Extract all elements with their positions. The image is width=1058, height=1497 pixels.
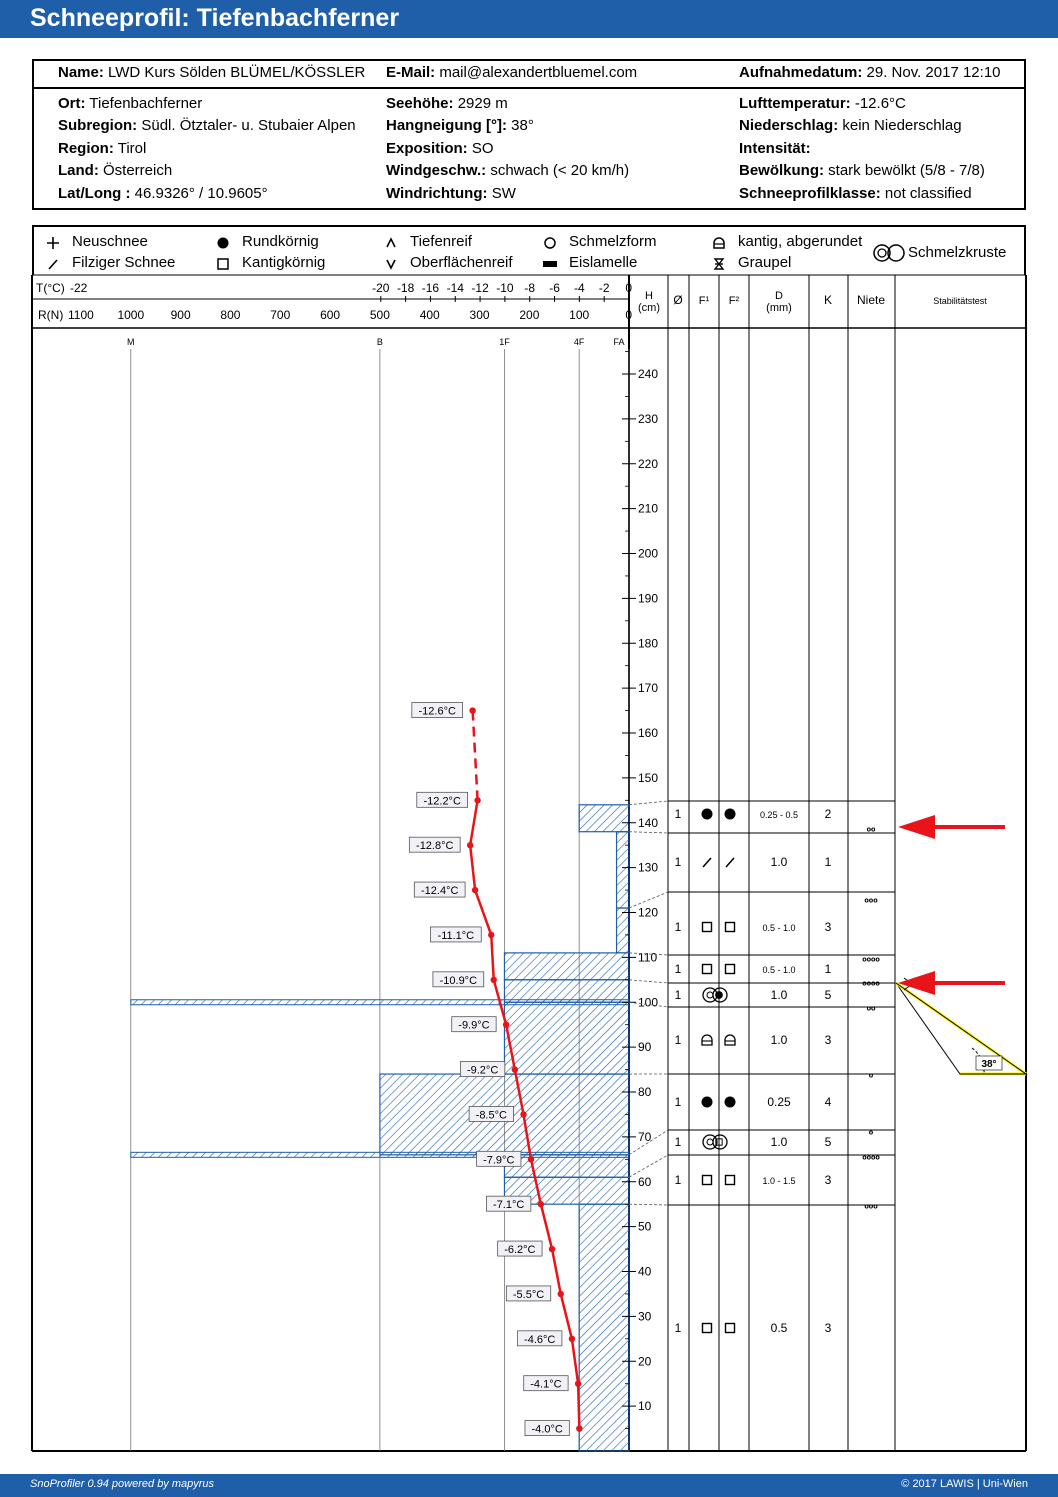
niete-marker: º [868,1128,874,1142]
hardness-layer-bar [579,805,629,832]
layer-o-value: 1 [674,1095,682,1109]
layer-k-value: 5 [824,988,832,1002]
square-shape [703,923,712,932]
temp-tick-label: -22 [70,281,88,295]
hardness-layer-bar [579,1204,629,1451]
legend-item-schmelzkruste: Schmelzkruste [908,244,1007,261]
email-field: E-Mail: mail@alexandertbluemel.com [386,64,638,81]
hand-hardness-label: 1F [499,337,510,347]
temperature-label: -4.6°C [524,1333,556,1346]
height-tick-label: 90 [638,1040,652,1055]
rounded-faceted-icon [712,236,726,250]
slash-shape [703,858,711,867]
legend-item-graupel: Graupel [738,254,792,271]
col-header-niete: Niete [856,293,886,307]
filled-circle-icon [725,809,736,820]
resistance-axis-label: R(N) [38,308,64,322]
col-header-o: Ø [673,293,683,307]
layer-o-value: 1 [674,920,682,934]
layer-d-value: 0.5 - 1.0 [762,923,796,933]
info-divider [34,87,1024,89]
temp-tick-label: -14 [446,281,464,295]
resistance-tick-label: 0 [625,308,632,322]
resistance-tick-label: 1000 [117,308,145,322]
layer-o-value: 1 [674,988,682,1002]
windgeschw-field: Windgeschw.: schwach (< 20 km/h) [386,162,630,179]
square-shape [726,923,735,932]
square-icon [703,1176,712,1185]
col-header-stab: Stabilitätstest [933,296,987,306]
height-tick-label: 150 [638,770,659,785]
crust-ring-b [713,1135,727,1149]
col-header-f2: F² [728,295,740,307]
temperature-point [467,842,473,848]
legend-item-kantig-abgerundet: kantig, abgerundet [738,233,863,250]
temperature-point [528,1156,534,1162]
profile-info-box [32,59,1026,210]
crust-inner [707,992,713,998]
temperature-label: -12.8°C [416,840,454,853]
layer-o-value: 1 [674,1135,682,1149]
temp-tick-label: -2 [598,281,610,295]
height-tick-label: 140 [638,815,659,830]
height-tick-label: 230 [638,411,659,426]
niete-marker: ºº [866,825,876,839]
hand-hardness-label: B [376,337,383,347]
grain-legend [32,225,1026,275]
height-tick-label: 130 [638,860,659,875]
height-tick-label: 180 [638,636,659,651]
filled-circle-shape [725,809,736,820]
temperature-point [520,1111,526,1117]
slope-edges [896,983,1026,1074]
crust-inner [707,1139,713,1145]
height-tick-label: 120 [638,905,659,920]
temp-tick-label: 0 [625,281,632,295]
col-header-d: D [775,290,783,302]
intensitaet-field: Intensität: [739,140,811,157]
caret-down-icon [384,257,398,271]
resistance-tick-label: 1100 [68,308,94,322]
temp-tick-label: -6 [549,281,560,295]
ice-lamella-bar [131,1152,629,1157]
slash-icon [46,257,60,271]
hardness-layer-bar [504,1002,629,1074]
temperature-point [576,1425,582,1431]
square-icon [703,1324,712,1333]
footer-credit: SnoProfiler 0.94 powered by mapyrus [30,1478,215,1490]
land-field: Land: Österreich [58,162,173,179]
resistance-tick-label: 600 [320,308,341,322]
exposition-field: Exposition: SO [386,140,494,157]
col-header-d-unit: (mm) [766,302,792,314]
temperature-label: -11.1°C [437,929,475,942]
niete-marker: ººº [864,896,878,910]
layer-k-value: 3 [824,1321,832,1335]
subregion-field: Subregion: Südl. Ötztaler- u. Stubaier Alpen [58,117,356,134]
hand-hardness-label: FA [613,337,625,347]
legend-item-neuschnee: Neuschnee [72,233,148,250]
layer-k-value: 4 [824,1095,832,1109]
rounded-faceted-icon [725,1035,735,1045]
temperature-label: -12.2°C [423,795,461,808]
hand-hardness-label: M [127,337,135,347]
temperature-point [474,797,480,803]
layer-connector [629,801,668,805]
layer-k-value: 2 [824,807,832,821]
temperature-label: -12.4°C [421,885,459,898]
slash-icon [726,858,734,867]
niete-marker: ºººº [862,979,880,993]
footer-bar [0,1474,1058,1497]
faceted-shape [725,1035,735,1045]
layer-d-value: 1.0 - 1.5 [762,1176,796,1186]
resistance-tick-label: 300 [469,308,490,322]
temp-tick-label: -10 [496,281,514,295]
layer-o-value: 1 [674,807,682,821]
layer-k-value: 1 [824,962,832,976]
temperature-label: -7.9°C [483,1154,515,1167]
filled-circle-icon [725,1097,736,1108]
layer-d-value: 0.5 - 1.0 [762,965,796,975]
layer-k-value: 3 [824,920,832,934]
niete-marker: º [868,1071,874,1085]
temperature-label: -10.9°C [439,974,478,987]
layer-connector [629,832,668,833]
height-tick-label: 210 [638,501,659,516]
temperature-label: -12.6°C [418,705,456,718]
plus-icon [46,236,60,250]
temperature-point [575,1380,581,1386]
bewoelkung-field: Bewölkung: stark bewölkt (5/8 - 7/8) [739,162,985,179]
temperature-label: -9.9°C [458,1019,490,1032]
square-icon [726,923,735,932]
height-tick-label: 40 [638,1264,652,1279]
hardness-layer-bar [504,1155,629,1177]
temperature-point [512,1066,518,1072]
hardness-layer-bar [617,832,629,908]
height-tick-label: 80 [638,1085,652,1099]
temperature-label: -8.5°C [475,1109,507,1122]
temperature-point [491,977,497,983]
seehoehe-field: Seehöhe: 2929 m [386,95,508,112]
hardness-layer-bar [504,980,629,1002]
temperature-label: -4.0°C [531,1423,563,1436]
filled-circle-icon [715,991,723,999]
filled-circle-shape [715,991,723,999]
title-bar [0,0,1058,38]
square-icon [726,1324,735,1333]
niete-marker: ºººº [862,955,880,969]
layer-o-value: 1 [674,855,682,869]
resistance-tick-label: 700 [270,308,291,322]
filled-circle-shape [725,1097,736,1108]
niederschlag-field: Niederschlag: kein Niederschlag [739,117,962,134]
open-circle-icon [543,236,557,250]
layer-d-value: 0.5 [770,1321,788,1335]
temp-tick-label: -20 [372,281,390,295]
height-tick-label: 50 [638,1219,652,1234]
layer-o-value: 1 [674,1033,682,1047]
ice-lamella-bar [131,1000,629,1005]
height-tick-label: 70 [638,1129,652,1144]
square-shape [726,965,735,974]
latlong-field: Lat/Long : 46.9326° / 10.9605° [58,185,268,202]
red-arrow-head [898,971,935,995]
filled-circle-shape [702,809,713,820]
temp-tick-label: -12 [471,281,489,295]
legend-item-oberflaechenreif: Oberflächenreif [410,254,513,271]
temp-tick-label: -4 [574,281,585,295]
hand-hardness-label: 4F [573,337,585,347]
square-icon [726,965,735,974]
col-header-k: K [823,293,833,307]
niete-marker: ºº [866,1004,876,1018]
legend-item-kantigkoernig: Kantigkörnig [242,254,326,271]
temp-tick-label: -16 [421,281,440,295]
layer-d-value: 0.25 [767,1095,791,1109]
filled-circle-icon [702,1097,713,1108]
caret-up-icon [384,236,398,250]
height-tick-label: 170 [638,681,659,696]
height-tick-label: 200 [638,546,659,561]
temperature-point [503,1021,509,1027]
layer-d-value: 0.25 - 0.5 [759,810,799,820]
resistance-tick-label: 100 [569,308,590,322]
height-axis-unit: (cm) [638,302,660,314]
filled-circle-icon [216,236,230,250]
height-tick-label: 160 [638,726,659,740]
legend-item-schmelzform: Schmelzform [569,233,657,250]
resistance-tick-label: 200 [519,308,540,322]
temperature-point [569,1336,575,1342]
niete-marker: ºººº [862,1153,880,1167]
square-shape [703,1324,712,1333]
layer-k-value: 1 [824,855,832,869]
lufttemp-field: Lufttemperatur: -12.6°C [739,95,906,112]
square-icon [703,965,712,974]
legend-item-rundkoernig: Rundkörnig [242,233,319,250]
temperature-point [469,707,475,713]
legend-item-eislamelle: Eislamelle [569,254,638,271]
square-icon [703,923,712,932]
layer-o-value: 1 [674,1173,682,1187]
layer-d-value: 1.0 [770,855,788,869]
windrichtung-field: Windrichtung: SW [386,185,516,202]
temperature-label: -4.1°C [530,1378,562,1391]
temperature-label: -6.2°C [504,1244,536,1257]
layer-d-value: 1.0 [770,1135,788,1149]
rounded-faceted-icon [702,1035,712,1045]
layer-o-value: 1 [674,962,682,976]
footer-copyright: © 2017 LAWIS | Uni-Wien [901,1478,1028,1490]
height-tick-label: 10 [638,1399,652,1414]
temperature-label: -5.5°C [512,1288,545,1301]
height-tick-label: 100 [638,995,659,1010]
layer-connector [629,980,668,983]
hangneigung-field: Hangneigung [°]: 38° [386,117,534,134]
region-field: Region: Tirol [58,140,147,157]
square-shape [726,1176,735,1185]
resistance-tick-label: 800 [220,308,241,322]
square-icon [726,1176,735,1185]
height-tick-label: 110 [638,950,658,965]
niete-marker: ººº [864,1202,878,1216]
temperature-point [549,1246,555,1252]
temp-axis-label: T(°C) [36,281,65,295]
temperature-label: -9.2°C [466,1064,499,1077]
layer-k-value: 5 [824,1135,832,1149]
temperature-point [538,1201,544,1207]
height-tick-label: 30 [638,1309,652,1324]
temperature-label: -7.1°C [493,1199,525,1212]
height-tick-label: 240 [638,367,659,381]
height-tick-label: 20 [638,1354,652,1369]
name-field: Name: LWD Kurs Sölden BLÜMEL/KÖSSLER [58,64,366,81]
temperature-point [488,932,494,938]
filled-circle-icon [702,809,713,820]
slash-shape [726,858,734,867]
temperature-line-dashed [473,711,478,801]
melt-crust-icon [703,988,727,1002]
temp-tick-label: -18 [396,281,415,295]
temperature-point [558,1291,564,1297]
filled-circle-shape [702,1097,713,1108]
faceted-shape [702,1035,712,1045]
temperature-point [472,887,478,893]
melt-crust-icon [872,243,906,263]
height-tick-label: 190 [638,591,659,606]
slope-angle-label: 38° [981,1059,997,1070]
layer-connector [629,1204,668,1205]
red-arrow-head [898,815,935,839]
melt-crust-icon [703,1135,727,1149]
layer-k-value: 3 [824,1033,832,1047]
slash-icon [703,858,711,867]
resistance-tick-label: 400 [419,308,440,322]
layer-k-value: 3 [824,1173,832,1187]
profilklasse-field: Schneeprofilklasse: not classified [739,185,972,202]
graupel-icon [712,257,726,271]
page-title: Schneeprofil: Tiefenbachferner [30,4,400,32]
square-icon [216,257,230,271]
ice-lens-icon [543,257,557,271]
layer-o-value: 1 [674,1321,682,1335]
height-axis-label: H [645,290,653,302]
resistance-tick-label: 500 [369,308,390,322]
height-tick-label: 220 [638,456,659,471]
snow-profile-chart [0,274,1058,1454]
height-tick-label: 60 [638,1174,652,1189]
hardness-layer-bar [617,908,629,953]
legend-item-tiefenreif: Tiefenreif [410,233,472,250]
square-shape [703,1176,712,1185]
square-shape [703,965,712,974]
temp-tick-label: -8 [524,281,536,295]
layer-d-value: 1.0 [770,1033,788,1047]
ort-field: Ort: Tiefenbachferner [58,95,203,112]
hardness-layer-bar [504,953,629,980]
date-field: Aufnahmedatum: 29. Nov. 2017 12:10 [739,64,1001,81]
legend-item-filziger-schnee: Filziger Schnee [72,254,176,271]
layer-d-value: 1.0 [770,988,788,1002]
col-header-f1: F¹ [698,295,710,307]
resistance-tick-label: 900 [170,308,191,322]
square-shape [726,1324,735,1333]
